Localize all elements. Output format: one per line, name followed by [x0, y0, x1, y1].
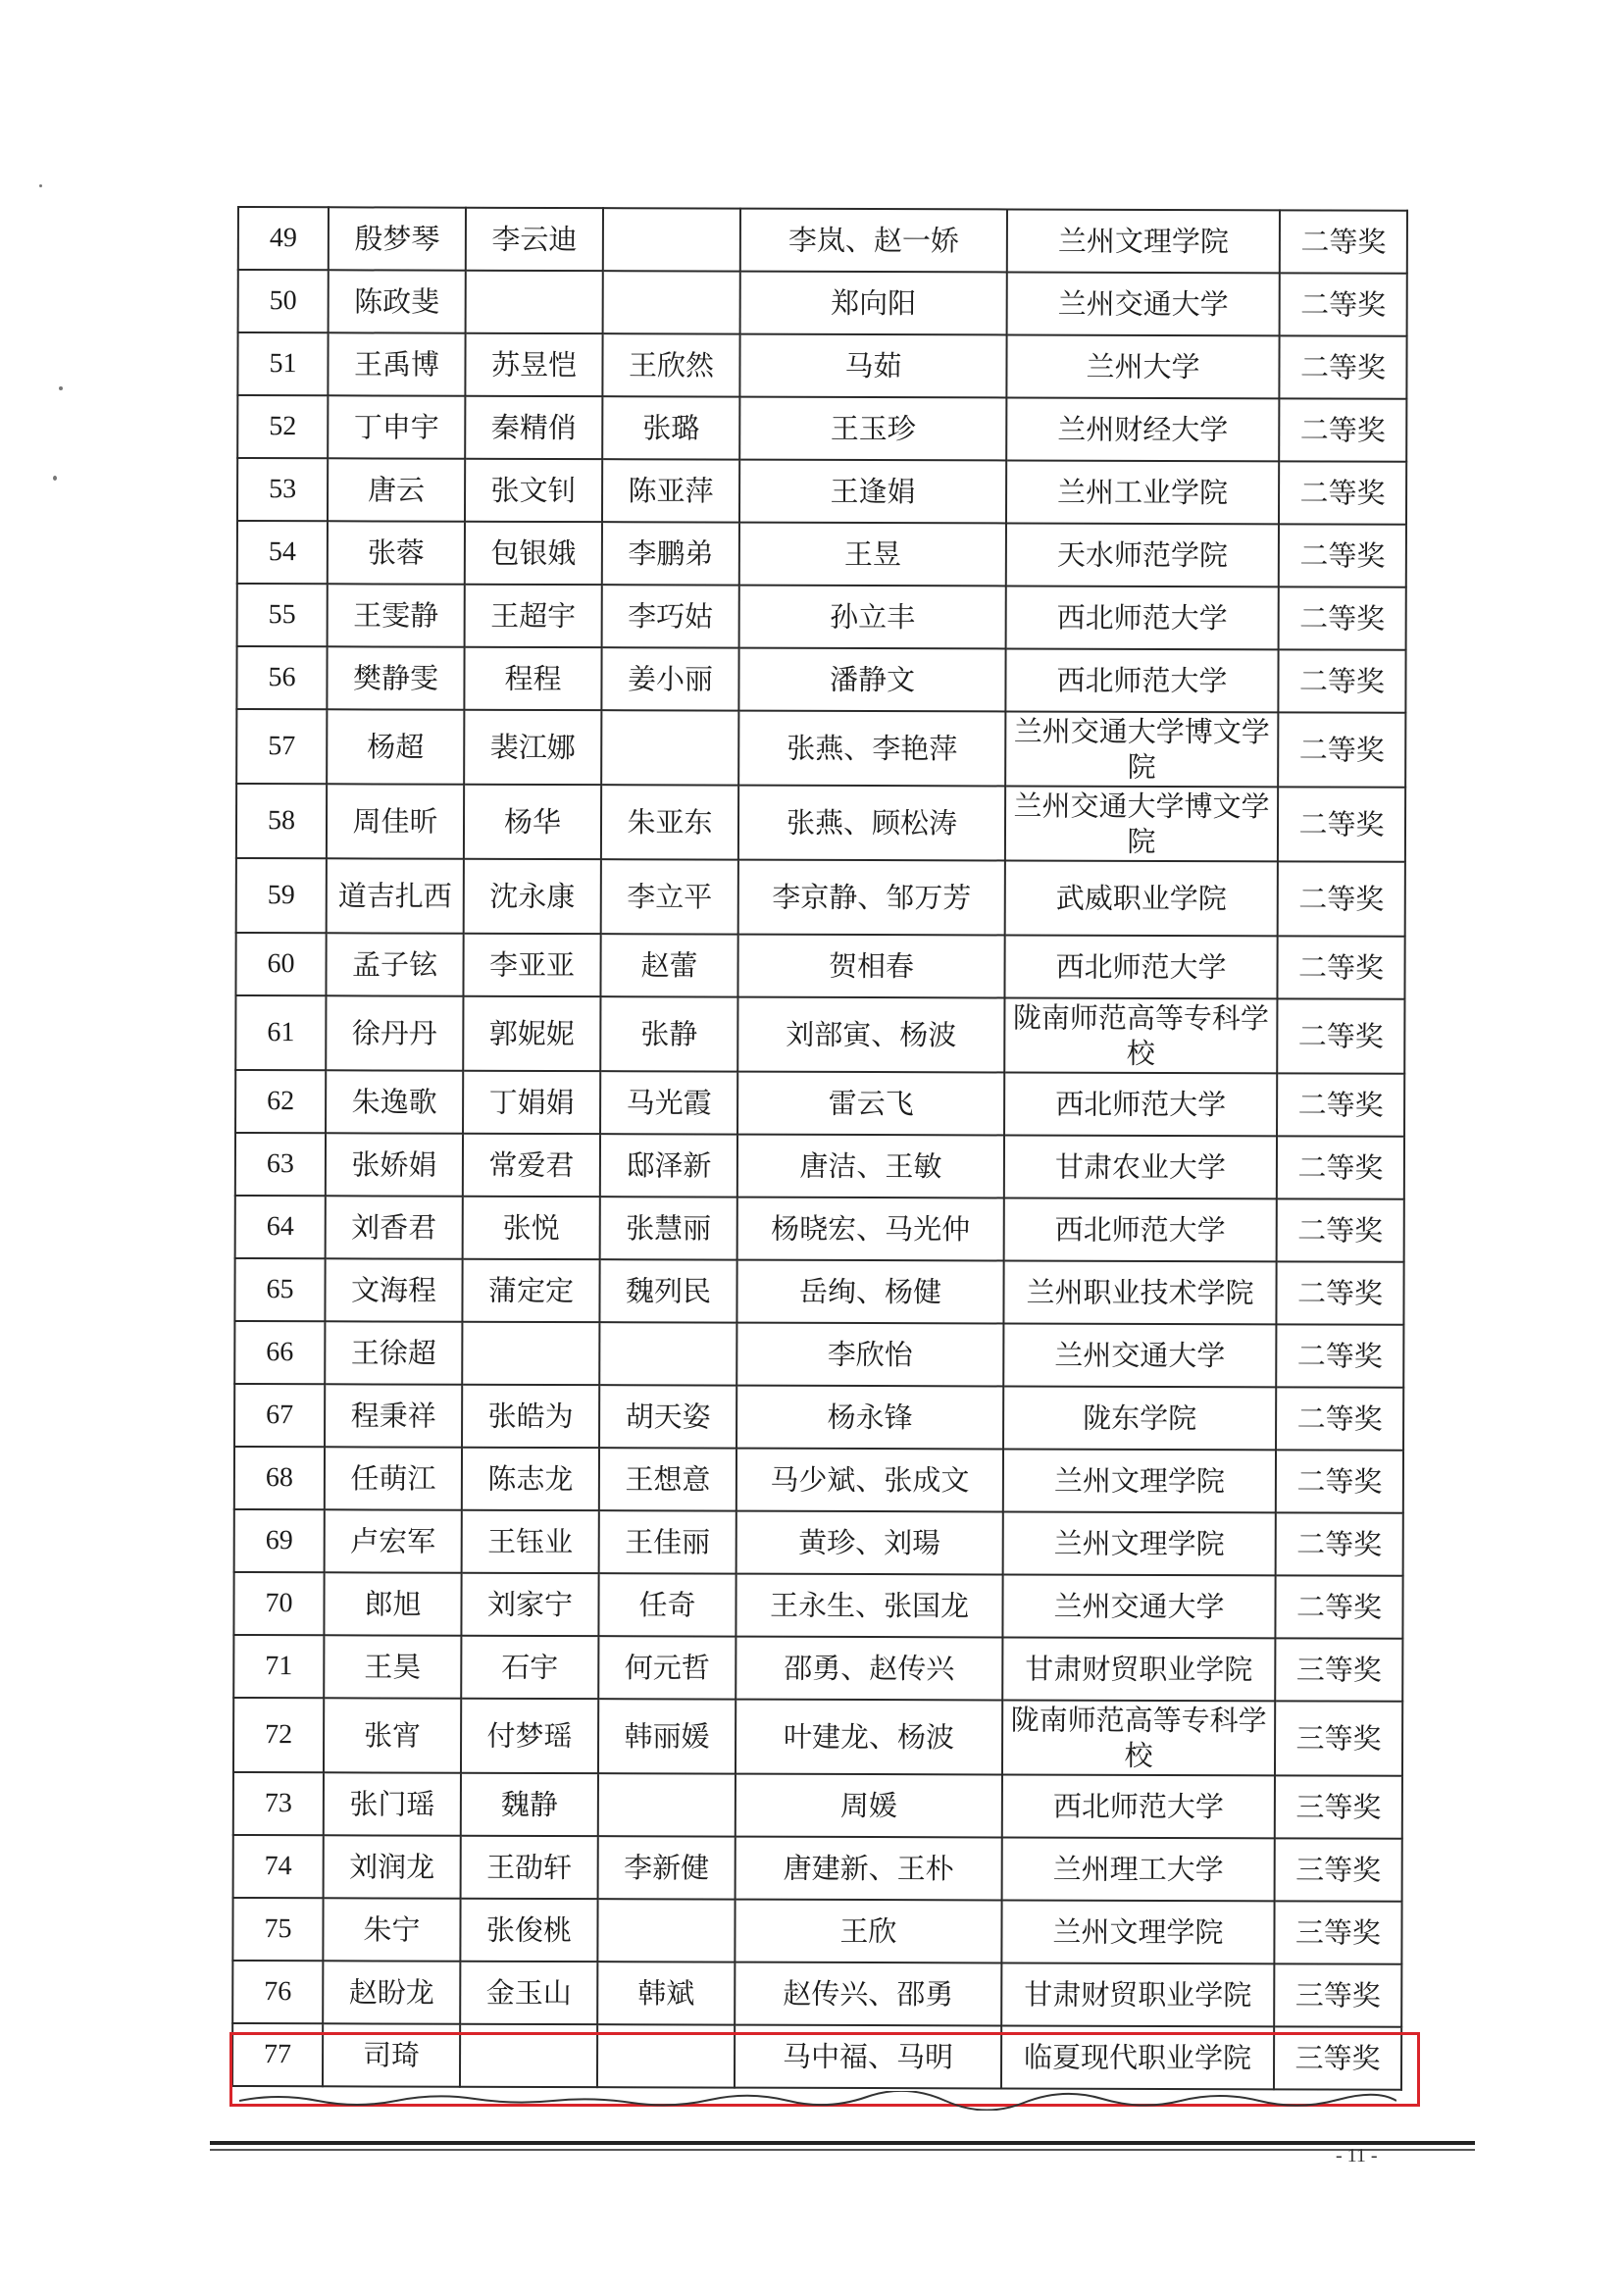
student-1-cell: 张宵	[324, 1698, 461, 1772]
table-row	[237, 521, 1406, 587]
row-number-cell: 54	[237, 521, 328, 584]
school-cell: 武威职业学院	[1005, 860, 1278, 936]
school-cell: 兰州交通大学博文学院	[1005, 786, 1278, 861]
student-3-cell: 李新健	[598, 1836, 736, 1899]
student-2-cell: 包银娥	[465, 522, 602, 585]
award-cell: 二等奖	[1279, 398, 1406, 461]
row-number-cell: 55	[237, 584, 328, 646]
row-number-cell: 60	[235, 933, 326, 995]
student-1-cell: 樊静雯	[327, 646, 464, 709]
row-number-cell: 63	[235, 1133, 326, 1196]
row-number-cell: 74	[233, 1835, 324, 1898]
table-row	[233, 1572, 1402, 1639]
student-1-cell: 文海程	[325, 1258, 462, 1321]
advisor-cell: 周媛	[736, 1774, 1002, 1838]
student-3-cell: 王想意	[599, 1448, 736, 1510]
advisor-cell: 马中福、马明	[735, 2025, 1001, 2089]
advisor-cell: 邵勇、赵传兴	[736, 1637, 1002, 1701]
student-1-cell: 徐丹丹	[326, 995, 463, 1070]
footer-rule-thin	[210, 2149, 1475, 2151]
student-2-cell: 刘家宁	[461, 1573, 598, 1636]
advisor-cell: 黄珍、刘瑒	[736, 1511, 1003, 1575]
advisor-cell: 王逢娟	[739, 460, 1006, 524]
school-cell: 天水师范学院	[1006, 523, 1279, 586]
award-cell: 二等奖	[1280, 210, 1407, 273]
row-number-cell: 75	[232, 1898, 323, 1961]
advisor-cell: 张燕、顾松涛	[738, 786, 1005, 861]
table-row	[235, 1196, 1404, 1262]
school-cell: 兰州交通大学	[1002, 1574, 1275, 1638]
student-3-cell: 何元哲	[598, 1636, 736, 1699]
student-2-cell: 金玉山	[460, 1962, 597, 2024]
row-number-cell: 67	[234, 1384, 325, 1447]
student-1-cell: 道吉扎西	[327, 858, 464, 933]
row-number-cell: 69	[234, 1509, 325, 1572]
student-2-cell: 张文钊	[465, 459, 602, 522]
table-row	[236, 709, 1405, 788]
student-1-cell: 唐云	[328, 458, 465, 521]
student-2-cell: 沈永康	[464, 859, 601, 934]
student-2-cell: 张皓为	[462, 1385, 599, 1448]
table-row	[237, 458, 1406, 525]
table-row	[235, 1070, 1404, 1137]
table-row	[237, 395, 1406, 462]
student-3-cell	[598, 1773, 736, 1836]
row-number-cell: 68	[234, 1447, 325, 1509]
student-2-cell: 陈志龙	[462, 1448, 599, 1510]
advisor-cell: 李欣怡	[736, 1323, 1003, 1387]
wavy-underline	[239, 2091, 1396, 2111]
student-2-cell: 王劭轩	[461, 1836, 598, 1899]
award-cell: 二等奖	[1279, 586, 1406, 649]
school-cell: 西北师范大学	[1004, 935, 1277, 998]
award-cell: 二等奖	[1278, 649, 1405, 712]
school-cell: 甘肃财贸职业学院	[1001, 1962, 1274, 2026]
advisor-cell: 杨晓宏、马光仲	[737, 1197, 1004, 1261]
row-number-cell: 73	[233, 1772, 324, 1835]
student-1-cell: 程秉祥	[325, 1384, 462, 1447]
advisor-cell: 王昱	[739, 523, 1006, 586]
award-cell: 二等奖	[1278, 787, 1405, 861]
advisor-cell: 王永生、张国龙	[736, 1574, 1002, 1638]
student-2-cell	[466, 271, 603, 333]
student-1-cell: 司琦	[323, 2023, 460, 2086]
advisor-cell: 王欣	[735, 1900, 1001, 1963]
row-number-cell: 59	[236, 858, 327, 933]
table-row	[235, 995, 1404, 1074]
scan-speck	[53, 476, 57, 481]
student-2-cell: 蒲定定	[462, 1259, 599, 1322]
table-row	[234, 1321, 1403, 1388]
school-cell: 甘肃财贸职业学院	[1002, 1637, 1275, 1701]
award-cell: 三等奖	[1275, 1701, 1402, 1775]
school-cell: 兰州文理学院	[1007, 209, 1280, 273]
award-cell: 三等奖	[1275, 1638, 1402, 1701]
student-2-cell: 王钰业	[462, 1510, 599, 1573]
school-cell: 西北师范大学	[1004, 1072, 1277, 1136]
award-cell: 三等奖	[1275, 1775, 1402, 1838]
student-1-cell: 张门瑶	[324, 1772, 461, 1835]
table-row	[236, 784, 1405, 862]
school-cell: 临夏现代职业学院	[1001, 2025, 1274, 2089]
student-1-cell: 朱宁	[323, 1898, 460, 1961]
row-number-cell: 56	[236, 646, 327, 709]
table-row	[232, 1898, 1401, 1964]
student-3-cell: 张璐	[602, 396, 739, 459]
school-cell: 兰州工业学院	[1006, 460, 1279, 524]
student-1-cell: 刘香君	[326, 1196, 463, 1258]
school-cell: 陇南师范高等专科学校	[1004, 997, 1277, 1073]
award-cell: 二等奖	[1276, 1324, 1403, 1387]
advisor-cell: 赵传兴、邵勇	[735, 1962, 1001, 2026]
student-3-cell	[599, 1322, 736, 1385]
advisor-cell: 孙立丰	[739, 586, 1006, 649]
student-1-cell: 张蓉	[328, 521, 465, 584]
student-2-cell: 张悦	[463, 1197, 600, 1259]
row-number-cell: 58	[236, 784, 327, 858]
student-3-cell	[603, 271, 740, 333]
school-cell: 兰州大学	[1006, 334, 1279, 398]
award-cell: 二等奖	[1276, 1512, 1403, 1575]
award-cell: 二等奖	[1276, 1450, 1403, 1512]
school-cell: 甘肃农业大学	[1004, 1135, 1277, 1198]
award-cell: 二等奖	[1278, 861, 1405, 936]
student-2-cell: 程程	[464, 647, 601, 710]
row-number-cell: 70	[233, 1572, 324, 1635]
row-number-cell: 66	[234, 1321, 325, 1384]
student-2-cell: 郭妮妮	[463, 996, 600, 1071]
student-1-cell: 周佳昕	[327, 784, 464, 858]
advisor-cell: 贺相春	[737, 935, 1004, 998]
student-1-cell: 丁申宇	[328, 395, 465, 458]
row-number-cell: 50	[238, 270, 329, 332]
student-3-cell: 邸泽新	[600, 1134, 737, 1197]
student-1-cell: 王雯静	[328, 584, 465, 646]
table-row	[234, 1447, 1403, 1513]
student-1-cell: 赵盼龙	[323, 1961, 460, 2023]
school-cell: 兰州交通大学博文学院	[1005, 711, 1278, 787]
table-row	[233, 1635, 1402, 1702]
student-3-cell: 朱亚东	[601, 785, 738, 859]
award-cell: 二等奖	[1277, 1136, 1404, 1198]
award-cell: 三等奖	[1274, 2026, 1401, 2089]
school-cell: 兰州交通大学	[1003, 1323, 1276, 1387]
school-cell: 西北师范大学	[1002, 1774, 1275, 1838]
student-3-cell: 韩丽媛	[598, 1699, 736, 1773]
advisor-cell: 唐建新、王朴	[736, 1837, 1002, 1901]
advisor-cell: 唐洁、王敏	[737, 1135, 1004, 1198]
advisor-cell: 杨永锋	[736, 1386, 1003, 1450]
row-number-cell: 61	[235, 995, 326, 1070]
award-cell: 二等奖	[1278, 712, 1405, 787]
advisor-cell: 王玉珍	[739, 397, 1006, 461]
advisor-cell: 马茹	[739, 334, 1006, 398]
row-number-cell: 64	[235, 1196, 326, 1258]
scan-speck	[39, 184, 42, 187]
student-2-cell: 李亚亚	[463, 934, 600, 996]
school-cell: 兰州职业技术学院	[1003, 1260, 1276, 1324]
student-3-cell: 李鹏弟	[602, 522, 739, 585]
award-cell: 二等奖	[1275, 1575, 1402, 1638]
award-cell: 三等奖	[1274, 1901, 1401, 1963]
student-3-cell: 王佳丽	[599, 1510, 736, 1573]
row-number-cell: 62	[235, 1070, 326, 1133]
school-cell: 西北师范大学	[1004, 1197, 1277, 1261]
student-1-cell: 孟子铉	[326, 933, 463, 995]
award-cell: 二等奖	[1279, 335, 1406, 398]
table-row	[237, 332, 1406, 399]
student-3-cell: 赵蕾	[600, 934, 737, 996]
student-1-cell: 殷梦琴	[329, 207, 466, 270]
table-row	[238, 207, 1407, 274]
award-cell: 二等奖	[1277, 1073, 1404, 1136]
advisor-cell: 李京静、邹万芳	[738, 860, 1005, 936]
student-3-cell	[603, 208, 740, 271]
table-row	[235, 1133, 1404, 1199]
school-cell: 兰州文理学院	[1003, 1511, 1276, 1575]
student-3-cell: 陈亚萍	[602, 459, 739, 522]
table-row	[234, 1509, 1403, 1576]
table-row	[232, 1961, 1401, 2027]
student-1-cell: 陈政斐	[329, 270, 466, 332]
award-table	[231, 206, 1408, 2091]
table-row	[236, 858, 1405, 937]
row-number-cell: 77	[232, 2023, 323, 2086]
student-3-cell	[601, 710, 738, 785]
award-cell: 三等奖	[1275, 1838, 1402, 1901]
table-row	[236, 646, 1405, 713]
student-2-cell: 王超宇	[465, 585, 602, 647]
student-2-cell: 裴江娜	[464, 710, 601, 785]
row-number-cell: 49	[238, 207, 329, 270]
table-row	[233, 1772, 1402, 1839]
advisor-cell: 张燕、李艳萍	[738, 711, 1005, 787]
award-cell: 三等奖	[1274, 1963, 1401, 2026]
table-row	[233, 1835, 1402, 1902]
student-2-cell: 石宇	[461, 1636, 598, 1699]
student-1-cell: 王昊	[324, 1635, 461, 1698]
row-number-cell: 51	[237, 332, 328, 395]
row-number-cell: 53	[237, 458, 328, 521]
table-row	[234, 1384, 1403, 1451]
school-cell: 陇东学院	[1003, 1386, 1276, 1450]
row-number-cell: 52	[237, 395, 328, 458]
student-3-cell: 马光霞	[600, 1071, 737, 1134]
table-row	[235, 933, 1404, 999]
student-1-cell: 张娇娟	[326, 1133, 463, 1196]
award-cell: 二等奖	[1279, 461, 1406, 524]
advisor-cell: 潘静文	[738, 648, 1005, 712]
school-cell: 陇南师范高等专科学校	[1002, 1700, 1275, 1775]
row-number-cell: 57	[236, 709, 327, 784]
school-cell: 兰州理工大学	[1002, 1837, 1275, 1901]
student-2-cell: 张俊桃	[460, 1899, 597, 1962]
student-2-cell: 李云迪	[466, 208, 603, 271]
student-1-cell: 杨超	[327, 709, 464, 784]
footer-rule-thick	[210, 2141, 1475, 2145]
student-2-cell: 常爱君	[463, 1134, 600, 1197]
student-3-cell: 李立平	[601, 859, 738, 934]
student-2-cell: 苏昱恺	[465, 333, 602, 396]
award-cell: 二等奖	[1277, 1198, 1404, 1261]
student-1-cell: 朱逸歌	[326, 1070, 463, 1133]
table-row	[234, 1258, 1403, 1325]
student-2-cell: 秦精俏	[465, 396, 602, 459]
student-3-cell: 姜小丽	[601, 647, 738, 710]
table-row	[237, 584, 1406, 650]
student-3-cell: 张慧丽	[600, 1197, 737, 1259]
student-2-cell: 杨华	[464, 785, 601, 859]
row-number-cell: 72	[233, 1698, 324, 1772]
student-1-cell: 卢宏军	[325, 1509, 462, 1572]
school-cell: 兰州财经大学	[1006, 397, 1279, 461]
school-cell: 西北师范大学	[1006, 586, 1279, 649]
student-3-cell: 韩斌	[597, 1962, 735, 2024]
school-cell: 兰州交通大学	[1007, 272, 1280, 335]
award-cell: 二等奖	[1276, 1261, 1403, 1324]
advisor-cell: 马少斌、张成文	[736, 1449, 1003, 1512]
award-cell: 二等奖	[1276, 1387, 1403, 1450]
school-cell: 兰州文理学院	[1001, 1900, 1274, 1963]
student-2-cell: 丁娟娟	[463, 1071, 600, 1134]
student-3-cell: 张静	[600, 996, 737, 1071]
school-cell: 西北师范大学	[1005, 648, 1278, 712]
student-2-cell: 付梦瑶	[461, 1699, 598, 1773]
award-cell: 二等奖	[1277, 998, 1404, 1073]
student-1-cell: 王禹博	[328, 332, 465, 395]
advisor-cell: 叶建龙、杨波	[736, 1700, 1002, 1775]
student-3-cell	[597, 1899, 735, 1962]
advisor-cell: 郑向阳	[740, 272, 1007, 335]
student-3-cell: 王欣然	[602, 333, 739, 396]
award-cell: 二等奖	[1277, 936, 1404, 998]
student-2-cell	[462, 1322, 599, 1385]
award-cell: 二等奖	[1280, 273, 1407, 335]
advisor-cell: 李岚、赵一娇	[740, 209, 1007, 273]
award-cell: 二等奖	[1279, 524, 1406, 586]
student-1-cell: 郎旭	[324, 1572, 461, 1635]
row-number-cell: 65	[234, 1258, 325, 1321]
scan-speck	[59, 386, 63, 390]
student-3-cell: 李巧姑	[602, 585, 739, 647]
advisor-cell: 雷云飞	[737, 1072, 1004, 1136]
student-3-cell: 魏列民	[599, 1259, 736, 1322]
page-number: - 11 -	[1336, 2145, 1378, 2166]
advisor-cell: 刘部寅、杨波	[737, 997, 1004, 1073]
student-3-cell: 任奇	[598, 1573, 736, 1636]
student-1-cell: 王徐超	[325, 1321, 462, 1384]
student-3-cell: 胡天姿	[599, 1385, 736, 1448]
row-number-cell: 71	[233, 1635, 324, 1698]
student-2-cell: 魏静	[461, 1773, 598, 1836]
table-row	[238, 270, 1407, 336]
school-cell: 兰州文理学院	[1003, 1449, 1276, 1512]
student-1-cell: 任萌江	[325, 1447, 462, 1509]
table-row	[233, 1698, 1402, 1776]
row-number-cell: 76	[232, 1961, 323, 2023]
advisor-cell: 岳绚、杨健	[736, 1260, 1003, 1324]
student-1-cell: 刘润龙	[324, 1835, 461, 1898]
